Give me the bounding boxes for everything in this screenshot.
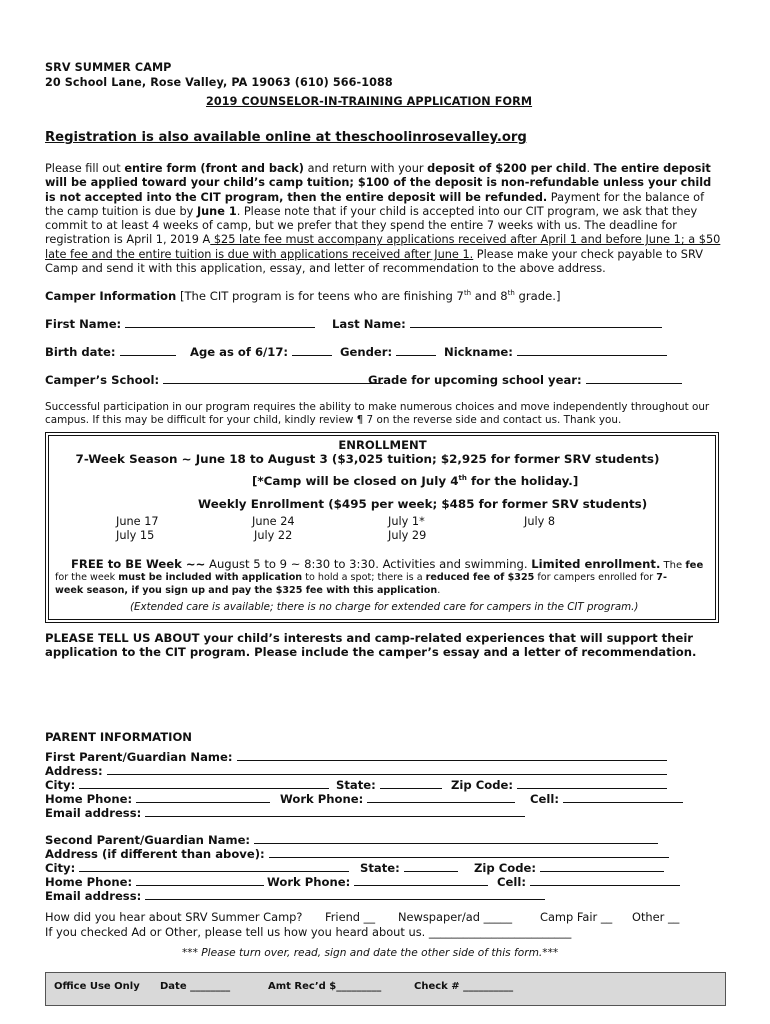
participation-note: Successful participation in our program requires the ability to make numerous choices and move independently throughout our campus. If this may be difficult for your child, kindly review ¶ 7 on the reverse side and contact us. Thank you.	[45, 401, 710, 426]
free-to-be-week: FREE to BE Week ~~ August 5 to 9 ~ 8:30 to 3:30. Activities and swimming. Limited enrollment. The fee	[71, 557, 704, 571]
hear-camp-fair-option[interactable]: Camp Fair __	[540, 910, 613, 924]
school-field[interactable]: Camper’s School:	[45, 373, 383, 387]
org-address: 20 School Lane, Rose Valley, PA 19063 (610) 566-1088	[45, 76, 393, 89]
first-parent-cell-field[interactable]: Cell:	[530, 792, 683, 806]
nickname-field[interactable]: Nickname:	[444, 345, 667, 359]
camper-info-heading: Camper Information [The CIT program is for teens who are finishing 7th and 8th grade.]	[45, 289, 561, 303]
weekly-enrollment: Weekly Enrollment ($495 per week; $485 for former SRV students)	[198, 497, 648, 511]
second-parent-cell-field[interactable]: Cell:	[497, 875, 680, 889]
season-line: 7-Week Season ~ June 18 to August 3 ($3,025 tuition; $2,925 for former SRV students)	[75, 452, 660, 466]
hear-followup[interactable]: If you checked Ad or Other, please tell us how you heard about us. _________________________	[45, 925, 572, 939]
second-parent-work-phone-field[interactable]: Work Phone:	[267, 875, 488, 889]
first-parent-city-field[interactable]: City:	[45, 778, 329, 792]
second-parent-zip-field[interactable]: Zip Code:	[474, 861, 664, 875]
first-parent-home-phone-field[interactable]: Home Phone:	[45, 792, 270, 806]
office-use-box	[45, 972, 726, 1006]
first-parent-email-field[interactable]: Email address:	[45, 806, 525, 820]
week-option: July 22	[254, 529, 293, 542]
birth-date-field[interactable]: Birth date:	[45, 345, 176, 359]
free-week-fee-line-2: week season, if you sign up and pay the $325 fee with this application.	[55, 585, 441, 596]
week-option: July 8	[524, 515, 556, 528]
hear-question: How did you hear about SRV Summer Camp?	[45, 910, 303, 924]
week-option: June 24	[252, 515, 295, 528]
week-option: July 29	[388, 529, 427, 542]
office-use-label: Office Use Only	[54, 981, 140, 992]
office-check-field: Check # __________	[414, 981, 514, 992]
age-field[interactable]: Age as of 6/17:	[190, 345, 332, 359]
first-parent-work-phone-field[interactable]: Work Phone:	[280, 792, 515, 806]
extended-care-note: (Extended care is available; there is no charge for extended care for campers in the CIT program.)	[130, 601, 639, 613]
parent-info-heading: PARENT INFORMATION	[45, 730, 193, 744]
second-parent-email-field[interactable]: Email address:	[45, 889, 545, 903]
second-parent-address-field[interactable]: Address (if different than above):	[45, 847, 669, 861]
gender-field[interactable]: Gender:	[340, 345, 436, 359]
first-parent-address-field[interactable]: Address:	[45, 764, 667, 778]
hear-other-option[interactable]: Other __	[632, 910, 680, 924]
intro-paragraph: Please fill out entire form (front and back) and return with your deposit of $200 per child. The entire deposit will be applied toward your child’s camp tuition; $100 of the deposit is non-refundable unless your child is not accepted into the CIT program, then the entire deposit will be refunded. Payment for the balance of the camp tuition is due by June 1. Please note that if your child is accepted into our CIT program, we ask that they commit to at least 4 weeks of camp, but we prefer that they spend the entire 7 weeks with us. The deadline for registration is April 1, 2019 A $25 late fee must accompany applications received after April 1 and before June 1; a $50 late fee and the entire tuition is due with applications received after June 1. Please make your check payable to SRV Camp and send it with this application, essay, and letter of recommendation to the above address.	[45, 162, 721, 276]
hear-newspaper-option[interactable]: Newspaper/ad _____	[398, 910, 513, 924]
first-parent-state-field[interactable]: State:	[336, 778, 442, 792]
first-parent-name-field[interactable]: First Parent/Guardian Name:	[45, 750, 667, 764]
office-date-field: Date ________	[160, 981, 231, 992]
second-parent-name-field[interactable]: Second Parent/Guardian Name:	[45, 833, 658, 847]
free-week-fee-line: for the week must be included with application to hold a spot; there is a reduced fee of $325 for campers enrolled for 7-	[55, 572, 667, 583]
week-option: July 1*	[388, 515, 425, 528]
week-option: June 17	[116, 515, 159, 528]
closed-note: [*Camp will be closed on July 4th for the holiday.]	[252, 474, 579, 488]
registration-note: Registration is also available online at theschoolinrosevalley.org	[45, 130, 527, 145]
first-parent-zip-field[interactable]: Zip Code:	[451, 778, 667, 792]
second-parent-city-field[interactable]: City:	[45, 861, 349, 875]
interests-prompt: PLEASE TELL US ABOUT your child’s interests and camp-related experiences that will support their application to the CIT program. Please include the camper’s essay and a letter of recommendation.	[45, 631, 697, 659]
form-title: 2019 COUNSELOR-IN-TRAINING APPLICATION FORM	[206, 95, 533, 108]
first-name-field[interactable]: First Name:	[45, 317, 315, 331]
turn-over-note: *** Please turn over, read, sign and date the other side of this form.***	[182, 947, 559, 959]
second-parent-state-field[interactable]: State:	[360, 861, 458, 875]
week-option: July 15	[116, 529, 155, 542]
enrollment-title: ENROLLMENT	[338, 438, 427, 452]
last-name-field[interactable]: Last Name:	[332, 317, 662, 331]
org-name: SRV SUMMER CAMP	[45, 61, 172, 74]
second-parent-home-phone-field[interactable]: Home Phone:	[45, 875, 264, 889]
office-amount-field: Amt Rec’d $_________	[268, 981, 382, 992]
grade-field[interactable]: Grade for upcoming school year:	[368, 373, 682, 387]
hear-friend-option[interactable]: Friend __	[325, 910, 376, 924]
